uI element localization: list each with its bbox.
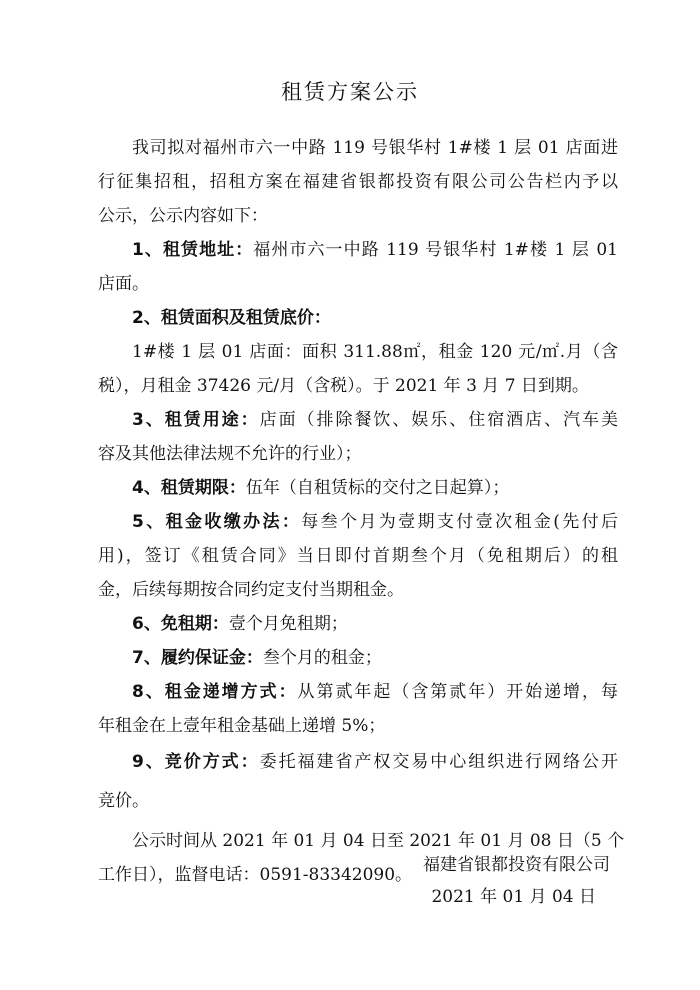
item-5-text-cont-2: 金，后续每期按合同约定支付当期租金。	[98, 580, 404, 600]
list-item-2	[98, 301, 618, 335]
list-item-8	[98, 675, 618, 709]
intro-line-3: 公示，公示内容如下：	[98, 206, 268, 226]
item-1-text-cont: 店面。	[98, 274, 149, 294]
item-3-label: 3、租赁用途：	[132, 410, 260, 430]
item-2-label: 2、租赁面积及租赁底价：	[132, 308, 331, 328]
item-5-text-cont-1: 用)，签订《租赁合同》当日即付首期叁个月（免租期后）的租	[98, 546, 618, 566]
item-2-text: 1#楼 1 层 01 店面：面积 311.88㎡，租金 120 元/㎡.月（含	[132, 342, 618, 362]
item-1-label: 1、租赁地址：	[132, 240, 254, 260]
item-3-text: 店面（排除餐饮、娱乐、住宿酒店、汽车美	[259, 410, 619, 430]
item-5-label: 5、租金收缴办法：	[132, 512, 302, 532]
list-item-9	[98, 745, 618, 779]
item-4-label: 4、租赁期限：	[132, 478, 246, 498]
item-7-text: 叁个月的租金；	[262, 648, 382, 668]
intro-line-1: 我司拟对福州市六一中路 119 号银华村 1#楼 1 层 01 店面进	[132, 138, 618, 158]
item-9-text: 委托福建省产权交易中心组织进行网络公开	[259, 752, 619, 772]
list-item-1	[98, 233, 618, 267]
list-item-3	[98, 403, 618, 437]
item-1-text: 福州市六一中路 119 号银华村 1#楼 1 层 01	[253, 240, 618, 260]
item-4-text: 伍年（自租赁标的交付之日起算）；	[245, 478, 510, 498]
notice-line-2: 工作日），监督电话：0591-83342090。	[98, 865, 413, 885]
list-item-5	[98, 505, 618, 539]
page-title: 租赁方案公示	[281, 80, 419, 104]
item-3-text-cont: 容及其他法律法规不允许的行业）；	[98, 444, 362, 464]
signature-company: 福建省银都投资有限公司	[423, 855, 610, 875]
item-6-label: 6、免租期：	[132, 614, 229, 634]
item-8-text-cont: 年租金在上壹年租金基础上递增 5%；	[98, 716, 386, 736]
notice-line-1: 公示时间从 2021 年 01 月 04 日至 2021 年 01 月 08 日（5 个	[132, 831, 625, 851]
item-7-label: 7、履约保证金：	[132, 648, 263, 668]
item-5-text: 每叁个月为壹期支付壹次租金(先付后	[301, 512, 618, 532]
list-item-7	[98, 641, 618, 675]
item-8-label: 8、租金递增方式：	[132, 682, 298, 702]
list-item-6	[98, 607, 618, 641]
item-8-text: 从第贰年起（含第贰年）开始递增，每	[297, 682, 618, 702]
item-6-text: 壹个月免租期；	[228, 614, 348, 634]
item-2-text-cont: 税），月租金 37426 元/月（含税）。于 2021 年 3 月 7 日到期。	[98, 376, 589, 396]
intro-line-2: 行征集招租，招租方案在福建省银都投资有限公司公告栏内予以	[98, 172, 618, 192]
signature-date: 2021 年 01 月 04 日	[431, 887, 596, 907]
list-item-4	[98, 471, 618, 505]
item-9-label: 9、竞价方式：	[132, 752, 260, 772]
item-9-text-cont: 竞价。	[98, 791, 149, 811]
